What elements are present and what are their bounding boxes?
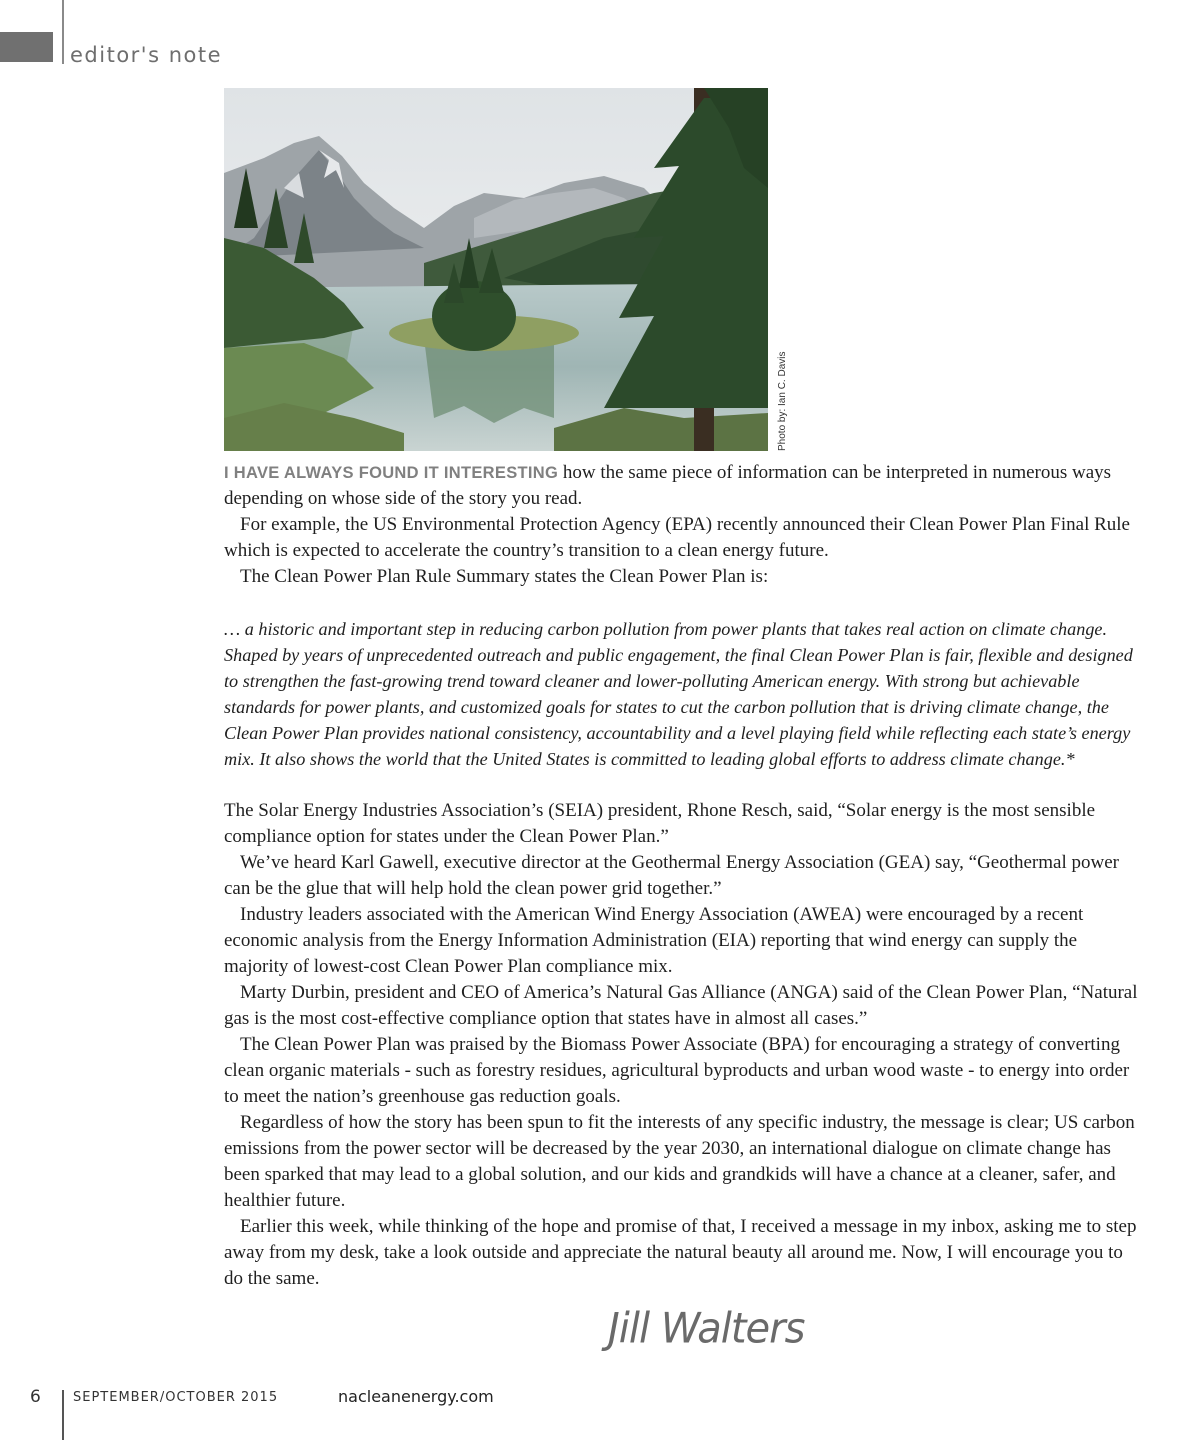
- article-body: [224, 460, 1140, 1292]
- paragraph: Earlier this week, while thinking of the hope and promise of that, I received a message in my inbox, asking me to step away from my desk, take a look outside and appreciate the natural beauty all around me. Now, I will encourage you to do the same.: [224, 1216, 1137, 1289]
- paragraph: The Clean Power Plan Rule Summary states the Clean Power Plan is:: [240, 566, 769, 587]
- photo-credit: Photo by: Ian C. Davis: [777, 351, 788, 451]
- issue-date: SEPTEMBER/OCTOBER 2015: [73, 1390, 279, 1405]
- signature: Jill Walters: [608, 1304, 805, 1354]
- paragraph: Industry leaders associated with the American Wind Energy Association (AWEA) were encouraged by a recent economic analysis from the Energy Information Administration (EIA) reporting that wind energy can supply the majority of lowest-cost Clean Power Plan compliance mix.: [224, 904, 1084, 977]
- lead-in-text: how the same piece of information can be interpreted in numerous ways depending on whose side of the story you read.: [224, 462, 1112, 509]
- lead-in-caps: I HAVE ALWAYS FOUND IT INTERESTING: [224, 464, 559, 482]
- page-number: 6: [30, 1387, 41, 1407]
- footer-divider: [62, 1390, 64, 1440]
- paragraph: The Solar Energy Industries Association’s (SEIA) president, Rhone Resch, said, “Solar energy is the most sensible compliance option for states under the Clean Power Plan.”: [224, 800, 1096, 847]
- paragraph: Marty Durbin, president and CEO of America’s Natural Gas Alliance (ANGA) said of the Clean Power Plan, “Natural gas is the most cost-effective compliance option that states have in almost all cases.”: [224, 982, 1138, 1029]
- paragraph: We’ve heard Karl Gawell, executive director at the Geothermal Energy Association (GEA) say, “Geothermal power can be the glue that will help hold the clean power grid together.”: [224, 852, 1119, 899]
- landscape-photo: [224, 88, 768, 451]
- paragraph: Regardless of how the story has been spun to fit the interests of any specific industry, the message is clear; US carbon emissions from the power sector will be decreased by the year 2030, an international dialogue on climate change has been sparked that may lead to a global solution, and our kids and grandkids will have a chance at a cleaner, safer, and healthier future.: [224, 1112, 1135, 1211]
- website-link[interactable]: nacleanenergy.com: [338, 1387, 494, 1406]
- section-label: editor's note: [70, 43, 223, 67]
- paragraph: The Clean Power Plan was praised by the Biomass Power Associate (BPA) for encouraging a strategy of converting clean organic materials - such as forestry residues, agricultural byproducts and urban wood waste - to energy into order to meet the nation’s greenhouse gas reduction goals.: [224, 1034, 1130, 1107]
- section-tab-marker: [0, 32, 53, 62]
- block-quote: … a historic and important step in reducing carbon pollution from power plants that takes real action on climate change. Shaped by years of unprecedented outreach and public engagement, the final Clean Power Plan is fair, flexible and designed to strengthen the fast-growing trend toward cleaner and lower-polluting American energy. With strong but achievable standards for power plants, and customized goals for states to cut the carbon pollution that is driving climate change, the Clean Power Plan provides national consistency, accountability and a level playing field while reflecting each state’s energy mix. It also shows the world that the United States is committed to leading global efforts to address climate change.*: [224, 619, 1133, 769]
- header-divider: [62, 0, 64, 64]
- paragraph: For example, the US Environmental Protection Agency (EPA) recently announced their Clean Power Plan Final Rule which is expected to accelerate the country’s transition to a clean energy future.: [224, 514, 1130, 561]
- paragraph-intro: [224, 460, 1140, 512]
